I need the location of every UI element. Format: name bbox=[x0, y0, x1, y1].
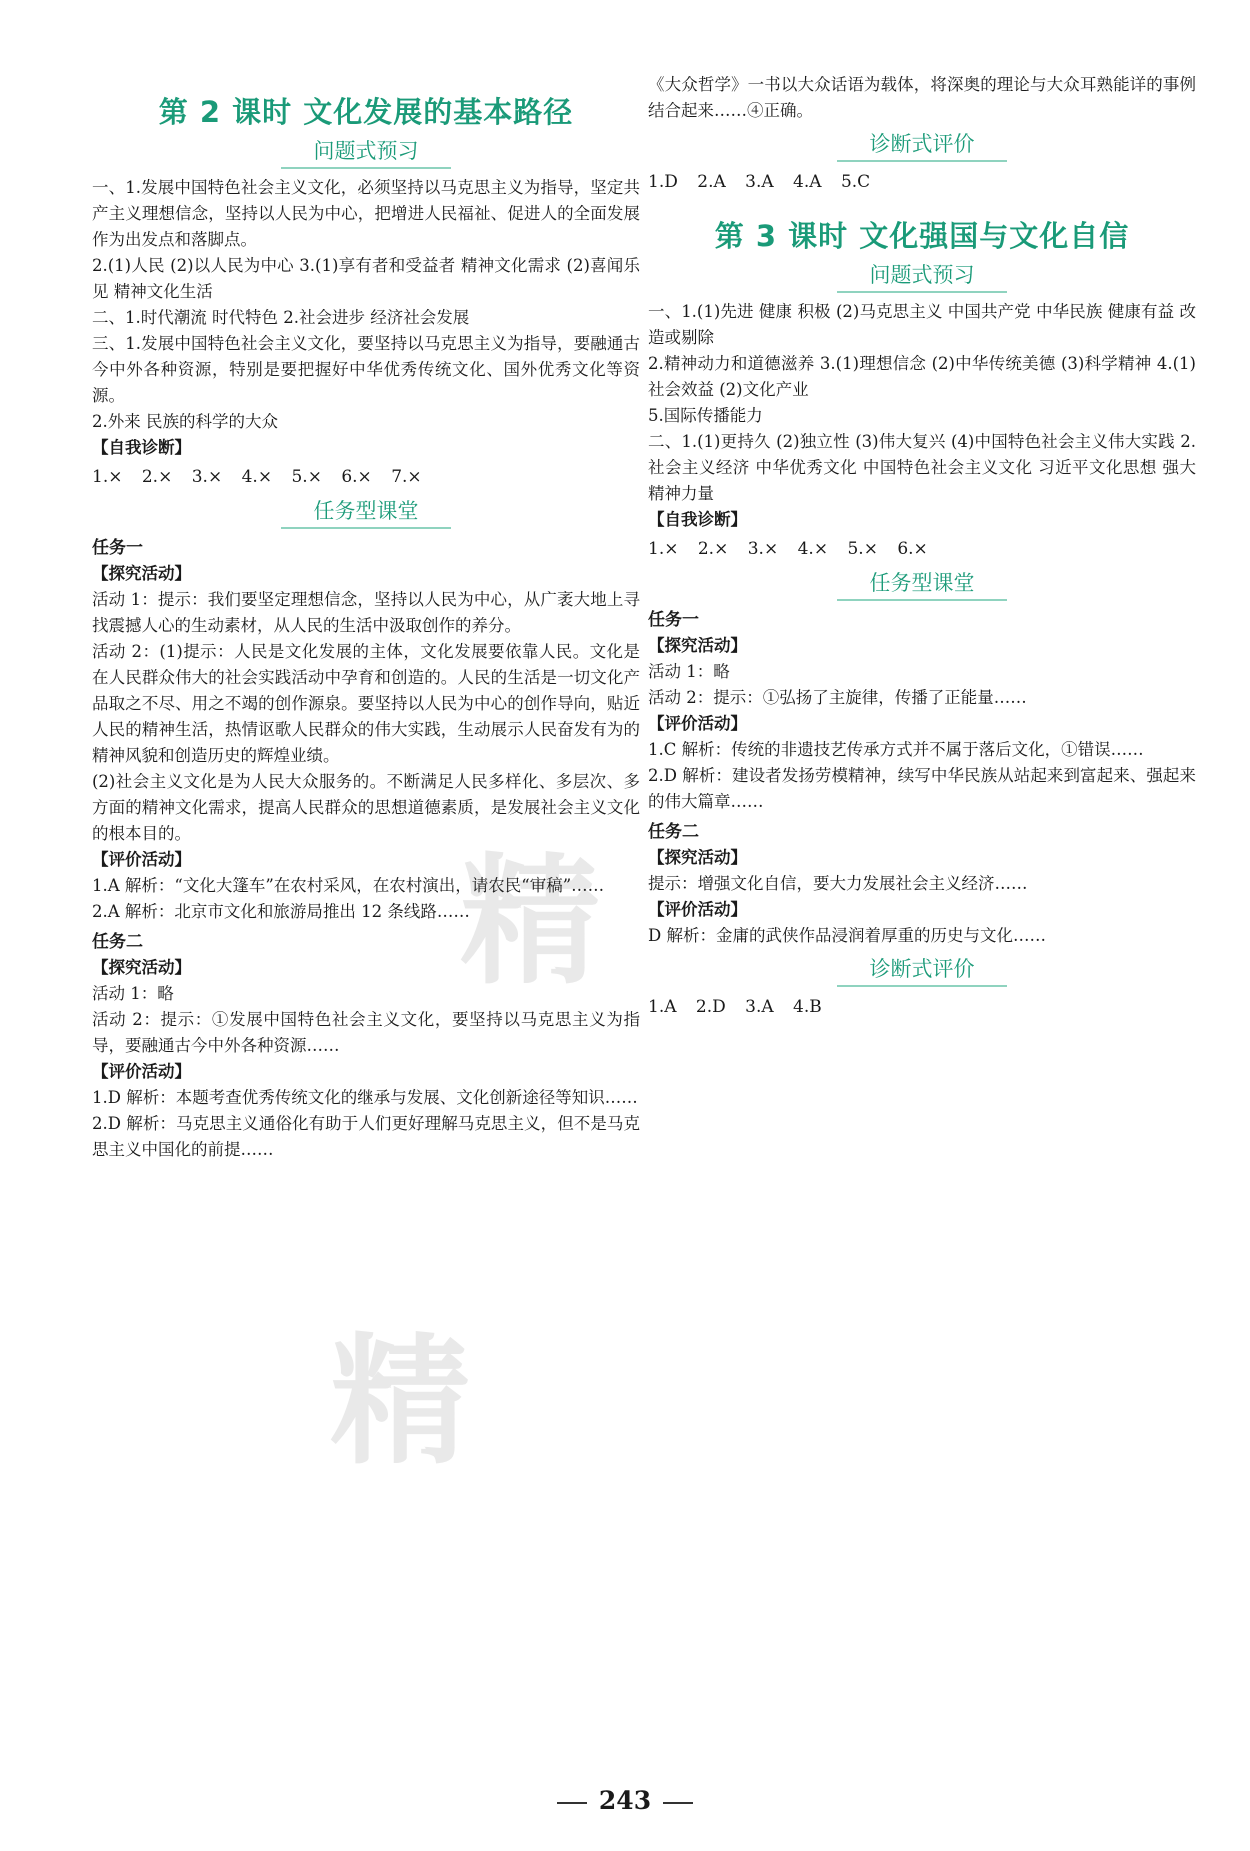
paragraph: 活动 1：略 bbox=[92, 984, 174, 1003]
paragraph: 2.外来 民族的科学的大众 bbox=[92, 412, 278, 431]
left-column bbox=[92, 72, 640, 1163]
paragraph: 二、1.时代潮流 时代特色 2.社会进步 经济社会发展 bbox=[92, 308, 470, 327]
self-check-answers: 1.× 2.× 3.× 4.× 5.× 6.× bbox=[648, 539, 928, 559]
task-heading: 任务一 bbox=[92, 538, 143, 558]
paragraph: 二、1.(1)更持久 (2)独立性 (3)伟大复兴 (4)中国特色社会主义伟大实践 2.社会主义经济 中华优秀文化 中国特色社会主义文化 习近平文化思想 强大精神力量 bbox=[648, 432, 1196, 503]
evaluation-label: 【评价活动】 bbox=[648, 714, 747, 733]
diagnostic-answers: 1.D 2.A 3.A 4.A 5.C bbox=[648, 172, 871, 192]
paragraph: 1.C 解析：传统的非遗技艺传承方式并不属于落后文化，①错误…… bbox=[648, 740, 1144, 759]
task-heading: 任务二 bbox=[92, 932, 143, 952]
lesson-title-3: 第 3 课时 文化强国与文化自信 bbox=[714, 219, 1130, 253]
section-title-classroom: 任务型课堂 bbox=[281, 495, 451, 529]
paragraph: 2.D 解析：建设者发扬劳模精神，续写中华民族从站起来到富起来、强起来的伟大篇章…… bbox=[648, 766, 1196, 811]
explore-label: 【探究活动】 bbox=[648, 848, 747, 867]
paragraph: 活动 2：提示：①弘扬了主旋律，传播了正能量…… bbox=[648, 688, 1027, 707]
self-check-answers: 1.× 2.× 3.× 4.× 5.× 6.× 7.× bbox=[92, 467, 422, 487]
paragraph: 三、1.发展中国特色社会主义文化，要坚持以马克思主义为指导，要融通古今中外各种资源，特别是要把握好中华优秀传统文化、国外优秀文化等资源。 bbox=[92, 334, 640, 405]
paragraph: 2.(1)人民 (2)以人民为中心 3.(1)享有者和受益者 精神文化需求 (2)喜闻乐见 精神文化生活 bbox=[92, 256, 640, 301]
right-column bbox=[648, 72, 1196, 1023]
paragraph: 一、1.发展中国特色社会主义文化，必须坚持以马克思主义为指导，坚定共产主义理想信念，坚持以人民为中心，把增进人民福祉、促进人的全面发展作为出发点和落脚点。 bbox=[92, 178, 640, 249]
paragraph: 2.A 解析：北京市文化和旅游局推出 12 条线路…… bbox=[92, 902, 470, 921]
paragraph: D 解析：金庸的武侠作品浸润着厚重的历史与文化…… bbox=[648, 926, 1046, 945]
page-number bbox=[0, 1786, 1250, 1815]
paragraph: 活动 2：(1)提示：人民是文化发展的主体，文化发展要依靠人民。文化是在人民群众伟大的社会实践活动中孕育和创造的。人民的生活是一切文化产品取之不尽、用之不竭的创作源泉。要坚持以人民为中心的创作导向，贴近人民的精神生活，热情讴歌人民群众的伟大实践，生动展示人民奋发有为的精神风貌和创造历史的辉煌业绩。 bbox=[92, 642, 640, 765]
paragraph: 1.D 解析：本题考查优秀传统文化的继承与发展、文化创新途径等知识…… bbox=[92, 1088, 638, 1107]
evaluation-label: 【评价活动】 bbox=[92, 850, 191, 869]
section-title-preview: 问题式预习 bbox=[281, 135, 451, 169]
section-title-diagnostic: 诊断式评价 bbox=[837, 128, 1007, 162]
paragraph: 《大众哲学》一书以大众话语为载体，将深奥的理论与大众耳熟能详的事例结合起来……④正确。 bbox=[648, 75, 1196, 120]
section-title-preview: 问题式预习 bbox=[837, 259, 1007, 293]
paragraph: 一、1.(1)先进 健康 积极 (2)马克思主义 中国共产党 中华民族 健康有益 改造或剔除 bbox=[648, 302, 1196, 347]
self-check-label: 【自我诊断】 bbox=[92, 438, 191, 457]
paragraph: 2.精神动力和道德滋养 3.(1)理想信念 (2)中华传统美德 (3)科学精神 4.(1)社会效益 (2)文化产业 bbox=[648, 354, 1196, 399]
task-heading: 任务一 bbox=[648, 610, 699, 630]
paragraph: 活动 2：提示：①发展中国特色社会主义文化，要坚持以马克思主义为指导，要融通古今中外各种资源…… bbox=[92, 1010, 640, 1055]
diagnostic-answers: 1.A 2.D 3.A 4.B bbox=[648, 997, 822, 1017]
paragraph: 1.A 解析：“文化大篷车”在农村采风，在农村演出，请农民“审稿”…… bbox=[92, 876, 605, 895]
section-title-classroom: 任务型课堂 bbox=[837, 567, 1007, 601]
explore-label: 【探究活动】 bbox=[92, 958, 191, 977]
explore-label: 【探究活动】 bbox=[648, 636, 747, 655]
task-heading: 任务二 bbox=[648, 822, 699, 842]
section-title-diagnostic: 诊断式评价 bbox=[837, 953, 1007, 987]
evaluation-label: 【评价活动】 bbox=[92, 1062, 191, 1081]
paragraph: 提示：增强文化自信，要大力发展社会主义经济…… bbox=[648, 874, 1028, 893]
paragraph: 活动 1：略 bbox=[648, 662, 730, 681]
paragraph: 活动 1：提示：我们要坚定理想信念，坚持以人民为中心，从广袤大地上寻找震撼人心的生动素材，从人民的生活中汲取创作的养分。 bbox=[92, 590, 640, 635]
paragraph: 2.D 解析：马克思主义通俗化有助于人们更好理解马克思主义，但不是马克思主义中国化的前提…… bbox=[92, 1114, 640, 1159]
page-number-value: 243 bbox=[598, 1786, 652, 1815]
evaluation-label: 【评价活动】 bbox=[648, 900, 747, 919]
paragraph: (2)社会主义文化是为人民大众服务的。不断满足人民多样化、多层次、多方面的精神文化需求，提高人民群众的思想道德素质，是发展社会主义文化的根本目的。 bbox=[92, 772, 640, 843]
watermark-bottom: 精 bbox=[330, 1321, 475, 1484]
explore-label: 【探究活动】 bbox=[92, 564, 191, 583]
lesson-title-2: 第 2 课时 文化发展的基本路径 bbox=[158, 95, 574, 129]
paragraph: 5.国际传播能力 bbox=[648, 406, 763, 425]
watermark-top: 精 bbox=[460, 841, 605, 1004]
self-check-label: 【自我诊断】 bbox=[648, 510, 747, 529]
